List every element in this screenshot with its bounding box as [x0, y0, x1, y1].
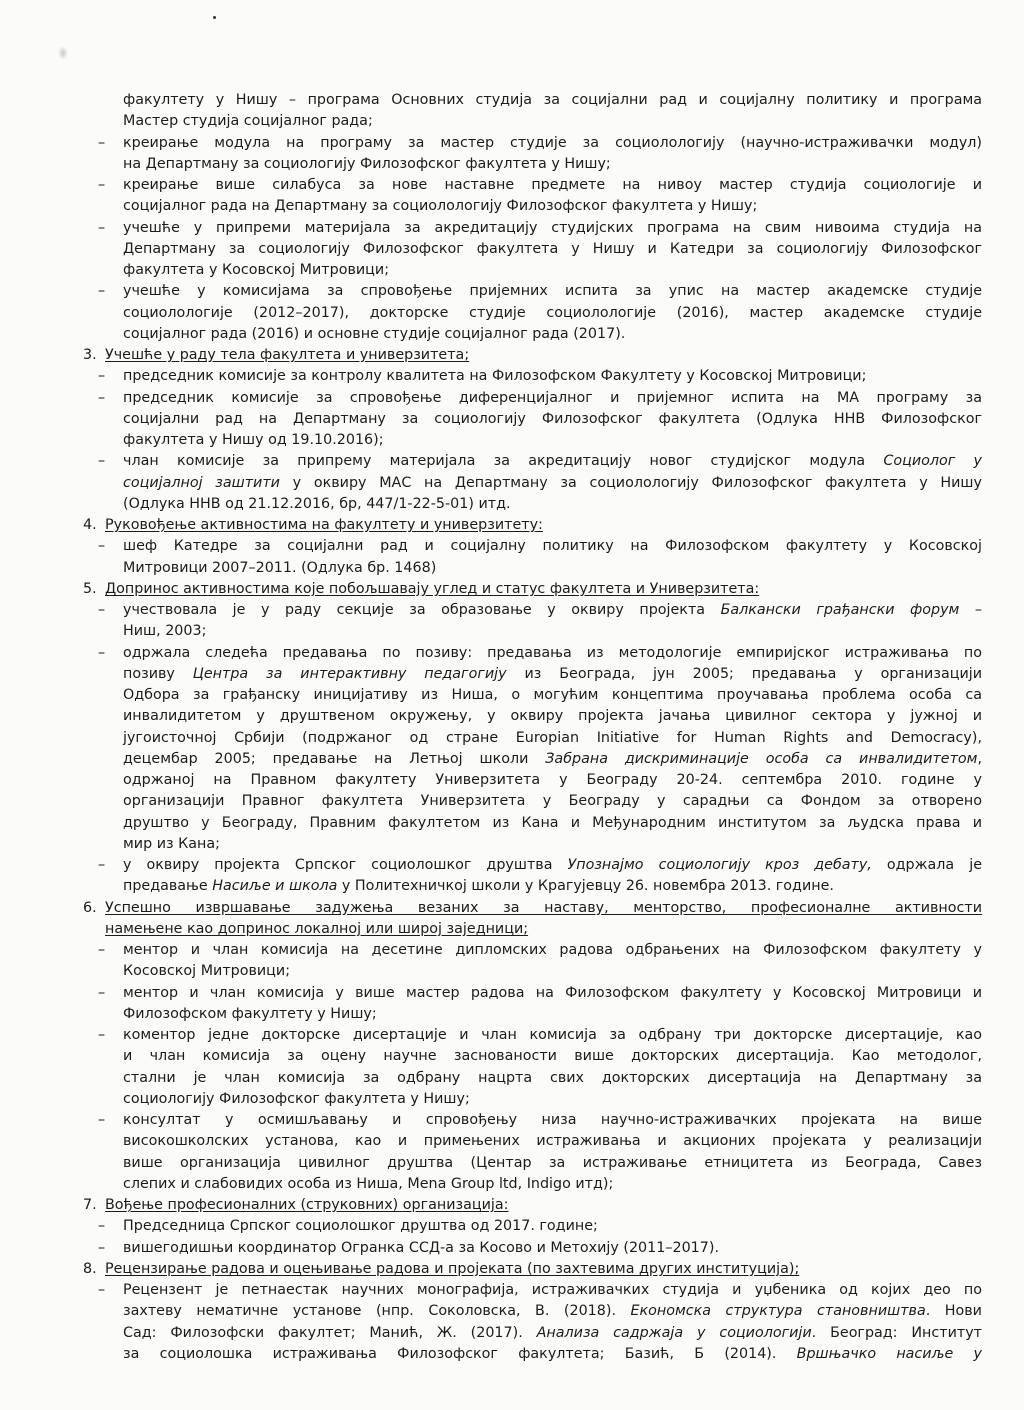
- list-item: [96, 218, 982, 239]
- list-item: [96, 451, 982, 472]
- text-line: [96, 111, 982, 132]
- dash-bullet: –: [98, 368, 106, 385]
- text-run: учествовала је у раду секције за образовање у оквиру пројекта: [123, 602, 721, 618]
- text-line: [96, 239, 982, 260]
- text-run: у Политехничкој школи у Крагујевцу 26. новембра 2013. године.: [337, 878, 834, 895]
- text-line: [96, 1153, 982, 1174]
- italic-title: Балкански грађански форум: [720, 602, 960, 618]
- text-run: децембар 2005; предавање на Летњој школи: [123, 750, 546, 767]
- line-text: [123, 475, 982, 491]
- line-text: Вођење професионалних (струковних) организација:: [105, 1197, 509, 1213]
- dash-bullet: –: [98, 134, 106, 151]
- line-text: Допринос активностима које побољшавају углед и статус факултета и Универзитета:: [105, 580, 760, 597]
- list-item: [96, 983, 982, 1004]
- text-line: [96, 621, 982, 642]
- text-run: предавање: [123, 878, 213, 895]
- italic-title: Центра за интерактивну педагогију: [192, 665, 507, 682]
- section-number: 3.: [83, 347, 97, 363]
- line-text: друштво у Београду, Правним факултетом из Кана и Међународним институтом за људска права и: [123, 814, 982, 831]
- text-run: за социолошка истраживања Филозофског факултета; Базић, Б (2014).: [123, 1345, 797, 1362]
- line-text: социологију Филозофског факултета у Нишу;: [123, 1090, 470, 1107]
- list-item: [96, 1280, 982, 1301]
- line-text: [123, 666, 982, 682]
- line-text: Председница Српског социолошког друштва од 2017. године;: [123, 1218, 598, 1235]
- line-text: шеф Катедре за социјални рад и социјалну политику на Филозофском факултету у Косовској: [123, 538, 982, 555]
- line-text: Ниш, 2003;: [123, 623, 207, 640]
- text-line: [96, 558, 982, 579]
- text-line: [96, 303, 982, 324]
- line-text: [123, 1325, 982, 1341]
- text-line: [96, 1131, 982, 1152]
- dash-bullet: –: [98, 942, 106, 958]
- line-text: Мастер студија социјалног рада;: [123, 113, 373, 130]
- text-line: [96, 1323, 982, 1344]
- text-line: [96, 324, 982, 345]
- text-line: [96, 706, 982, 727]
- dash-bullet: –: [98, 219, 106, 236]
- list-item: [96, 855, 982, 876]
- text-line: [96, 90, 982, 111]
- dash-bullet: –: [98, 1218, 106, 1235]
- dash-bullet: –: [98, 283, 106, 300]
- text-line: [96, 791, 982, 812]
- italic-title: социјалној заштити: [123, 474, 280, 491]
- text-line: [96, 961, 982, 982]
- italic-title: Економска структура становништва: [630, 1303, 926, 1320]
- text-line: [96, 664, 982, 685]
- line-text: одржаној на Правном факултету Универзитета у Београду 20-24. септембра 2010. године у: [123, 772, 982, 788]
- line-text: учешће у комисијама за спровођење пријемних испита за упис на мастер академске студије: [123, 283, 982, 300]
- line-text: [123, 1346, 982, 1362]
- section-number: 7.: [83, 1197, 97, 1213]
- line-text: Успешно извршавање задужења везаних за наставу, менторство, професионалне активности: [105, 899, 982, 916]
- dash-bullet: –: [98, 389, 106, 406]
- line-text: намењене као допринос локалној или широј заједници;: [105, 920, 529, 937]
- list-item: [96, 175, 982, 196]
- document-body: [83, 90, 983, 1365]
- dash-bullet: –: [98, 602, 106, 618]
- line-text: [123, 602, 982, 618]
- line-text: одржала следећа предавања по позиву: предавања из методологије емпиријског истраживања по: [123, 644, 982, 661]
- list-item: [96, 366, 982, 387]
- line-text: на Департману за социологију Филозофског факултета у Нишу;: [123, 155, 611, 172]
- line-text: консултат у осмишљавању и спровођењу низа научно-истраживачких пројеката на више: [123, 1112, 982, 1128]
- text-run: позиву: [123, 665, 193, 682]
- list-item: [96, 940, 982, 961]
- text-line: [96, 1344, 982, 1365]
- text-line: [96, 728, 982, 749]
- text-line: [96, 494, 982, 515]
- line-text: и члан комисија за оцену научне заснованости више докторских дисертација. Као методолог,: [123, 1048, 982, 1065]
- text-line: [96, 770, 982, 791]
- text-line: [96, 154, 982, 175]
- line-text: креирање модула на програму за мастер студије за социолологију (научно-истраживачки модул): [123, 134, 982, 151]
- line-text: креирање више силабуса за нове наставне предмете на нивоу мастер студија социологије и: [123, 177, 982, 193]
- line-text: Филозофском факултету у Нишу;: [123, 1005, 377, 1022]
- list-item: [96, 1238, 982, 1259]
- section-number: 4.: [83, 517, 97, 533]
- dash-bullet: –: [98, 538, 106, 555]
- line-text: високошколских установа, као и примењених истраживања и акционих пројеката у реализацији: [123, 1133, 982, 1150]
- line-text: факултета у Косовској Митровици;: [123, 262, 390, 278]
- italic-title: Анализа садржаја у социологији: [536, 1324, 812, 1341]
- line-text: слепих и слабовидих особа из Ниша, Mena Group ltd, Indigo итд);: [123, 1175, 614, 1192]
- list-item: [96, 1216, 982, 1237]
- scan-speck: [213, 16, 216, 19]
- text-run: одржала је: [871, 857, 982, 873]
- line-text: мир из Кана;: [123, 835, 220, 852]
- line-text: Рецензент је петнаестак научних монографија, истраживачких студија и уџбеника од којих део по: [123, 1282, 982, 1298]
- line-text: ментор и члан комисија у више мастер радова на Филозофском факултету у Косовској Митровици и: [123, 984, 982, 1001]
- text-line: [96, 409, 982, 430]
- line-text: (Одлука ННВ од 21.12.2016, бр, 447/1-22-5-01) итд.: [123, 495, 511, 512]
- list-item: [96, 536, 982, 557]
- section-number: 6.: [83, 899, 97, 916]
- line-text: факултета у Нишу од 19.10.2016);: [123, 432, 384, 448]
- section-heading: [83, 1195, 982, 1216]
- section-heading: [83, 515, 982, 536]
- line-text: социјалног рада на Департману за социолологију Филозофског факултета у Нишу;: [123, 198, 758, 215]
- list-item: [96, 1110, 982, 1131]
- line-text: ментор и члан комисија на десетине дипломских радова одбрањених на Филозофском факултету у: [123, 942, 982, 958]
- dash-bullet: –: [98, 453, 106, 470]
- dash-bullet: –: [98, 984, 106, 1001]
- line-text: стални је члан комисија за одбрану нацрта свих докторских дисертација на Департману за: [123, 1069, 982, 1086]
- text-line: [96, 749, 982, 770]
- text-line: [96, 473, 982, 494]
- italic-title: Насиље и школа: [212, 878, 338, 895]
- text-line: [96, 1301, 982, 1322]
- text-run: ,: [977, 750, 983, 767]
- dash-bullet: –: [98, 857, 106, 873]
- line-text: председник комисије за спровођење диференцијалног и пријемног испита на МА програму за: [123, 389, 982, 406]
- text-line: [96, 685, 982, 706]
- text-run: из Београда, јун 2005; предавања у организацији: [506, 665, 982, 682]
- section-number: 5.: [83, 580, 97, 597]
- text-line: [96, 430, 982, 451]
- line-text: Руковођење активностима на факултету и универзитету:: [105, 517, 543, 533]
- line-text: [123, 453, 982, 469]
- dash-bullet: –: [98, 1027, 106, 1043]
- text-line: [96, 919, 982, 940]
- line-text: Учешће у раду тела факултета и универзитета;: [105, 347, 470, 363]
- line-text: Департману за социологију Филозофског факултета у Нишу и Катедри за социологију Филозофског: [123, 240, 982, 257]
- italic-title: Упознајмо социологију кроз дебату,: [567, 857, 872, 873]
- line-text: Митровици 2007–2011. (Одлука бр. 1468): [123, 559, 437, 576]
- text-line: [96, 1046, 982, 1067]
- line-text: југоисточној Србији (подржаног од стране Europian Initiative for Human Rights and Democracy),: [123, 729, 982, 746]
- line-text: Косовској Митровици;: [123, 963, 291, 980]
- text-line: [96, 1068, 982, 1089]
- section-heading: [83, 345, 982, 366]
- line-text: Рецензирање радова и оцењивање радова и пројеката (по захтевима других институција);: [105, 1260, 800, 1277]
- text-run: у оквиру МАС на Департману за социолологију Филозофског факултета у Нишу: [279, 474, 982, 491]
- line-text: [123, 878, 834, 894]
- line-text: [123, 1303, 982, 1319]
- line-text: председник комисије за контролу квалитета на Филозофском Факултету у Косовској Митровици;: [123, 368, 867, 385]
- line-text: Одбора за грађанску иницијативу из Ниша, о могућим концептима проучавања проблема особа са: [123, 687, 982, 703]
- line-text: социолологије (2012–2017), докторске студије социолологије (2016), мастер академске студије: [123, 304, 982, 321]
- text-line: [96, 1174, 982, 1195]
- text-run: у оквиру пројекта Српског социолошког друштва: [123, 857, 568, 873]
- line-text: инвалидитетом у друштвеном окружењу, у оквиру пројекта јачања цивилног сектора у јужној и: [123, 708, 982, 725]
- line-text: више организација цивилног друштва (Центар за истраживање етницитета из Београда, Савез: [123, 1154, 982, 1171]
- text-line: [96, 1089, 982, 1110]
- text-run: . Нови: [925, 1303, 982, 1320]
- line-text: социјалног рада (2016) и основне студије социјалног рада (2017).: [123, 325, 626, 342]
- list-item: [96, 1025, 982, 1046]
- list-item: [96, 600, 982, 621]
- dash-bullet: –: [98, 1112, 106, 1128]
- list-item: [96, 281, 982, 302]
- text-line: [96, 834, 982, 855]
- line-text: вишегодишњи координатор Огранка ССД-а за Косово и Метохију (2011–2017).: [123, 1239, 719, 1256]
- section-heading: [83, 1259, 982, 1280]
- section-heading: [83, 898, 982, 919]
- scan-smudge: [58, 46, 68, 60]
- section-number: 8.: [83, 1260, 97, 1277]
- list-item: [96, 133, 982, 154]
- italic-title: Социолог у: [883, 453, 982, 470]
- text-run: . Београд: Институт: [811, 1324, 982, 1341]
- list-item: [96, 388, 982, 409]
- dash-bullet: –: [98, 1239, 106, 1256]
- line-text: факултету у Нишу – програма Основних студија за социјални рад и социјалну политику и програма: [123, 92, 982, 108]
- list-item: [96, 643, 982, 664]
- line-text: коментор једне докторске дисертације и члан комисија за одбрану три докторске дисертације, као: [123, 1027, 982, 1043]
- line-text: учешће у припреми материјала за акредитацију студијских програма на свим нивоима студија на: [123, 219, 982, 236]
- text-line: [96, 813, 982, 834]
- italic-title: Забрана дискриминације особа са инвалидитетом: [545, 750, 978, 767]
- line-text: социјални рад на Департману за социологију Филозофског факултета (Одлука ННВ Филозофског: [123, 410, 982, 427]
- text-line: [96, 260, 982, 281]
- dash-bullet: –: [98, 1282, 106, 1298]
- text-line: [96, 1004, 982, 1025]
- italic-title: Вршњачко насиље у: [796, 1345, 982, 1362]
- text-line: [96, 876, 982, 897]
- dash-bullet: –: [98, 644, 106, 661]
- section-heading: [83, 579, 982, 600]
- line-text: организацији Правног факултета Универзитета у Београду у сарадњи са Фондом за отворено: [123, 793, 982, 810]
- text-line: [96, 196, 982, 217]
- line-text: [123, 751, 982, 767]
- text-run: –: [959, 602, 982, 618]
- text-run: члан комисије за припрему материјала за акредитацију новог студијског модула: [123, 453, 884, 470]
- text-run: захтеву нематичне установе (нпр. Соколовска, В. (2018).: [123, 1303, 631, 1320]
- text-run: Сад: Филозофски факултет; Манић, Ж. (2017).: [123, 1324, 537, 1341]
- line-text: [123, 857, 982, 873]
- dash-bullet: –: [98, 177, 106, 193]
